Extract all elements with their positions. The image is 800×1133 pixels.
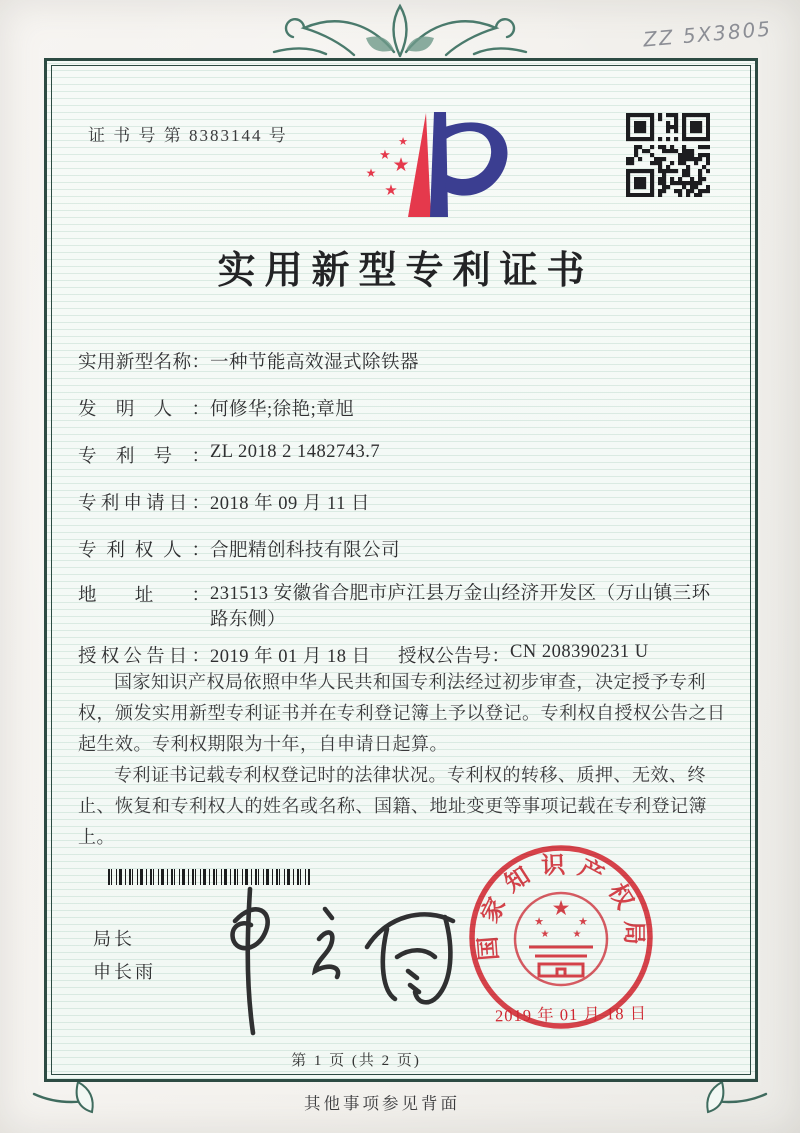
svg-text:★: ★ [578,915,588,928]
seal-ring-text: 国家知识产权局 [474,852,647,962]
top-flourish-ornament [266,0,534,58]
back-side-note: 其他事项参见背面 [304,1094,460,1113]
svg-text:★: ★ [540,929,550,940]
qr-code [626,113,710,197]
seal-date: 2019 年 01 月 18 日 [494,1003,648,1026]
field-value: ZL 2018 2 1482743.7 [210,442,381,462]
svg-text:★: ★ [365,166,377,180]
field-label: 授权公告号： [398,647,510,667]
svg-text:★: ★ [551,896,571,920]
commissioner-name: 申长雨 [93,962,156,982]
national-emblem-icon [515,893,607,985]
field-label: 实用新型名称： [78,353,210,373]
svg-text:★: ★ [384,181,398,199]
legal-paragraph-1: 国家知识产权局依照中华人民共和国专利法经过初步审查，决定授予专利权，颁发实用新型专利证书并在专利登记簿上予以登记。专利权自授权公告之日起生效。专利权期限为十年，自申请日起算。 [78,672,726,754]
field-label: 授权公告日： [78,647,210,667]
legal-text [78,667,734,853]
handwritten-signature [197,873,477,1058]
legal-paragraph-2: 专利证书记载专利权登记时的法律状况。专利权的转移、质押、无效、终止、恢复和专利权人的姓名或名称、国籍、地址变更等事项记载在专利登记簿上。 [78,765,707,847]
field-value: 2018 年 09 月 11 日 [210,494,370,514]
svg-text:★: ★ [572,929,582,940]
svg-text:★: ★ [379,148,391,163]
field-grant-row [78,642,730,668]
svg-text:★: ★ [398,135,408,148]
svg-text:★: ★ [392,154,410,176]
certificate-frame [44,58,758,1082]
field-utility-model-name [78,348,419,374]
commissioner-title: 局长 [93,929,135,949]
certificate-number: 证 书 号 第 8383144 号 [88,126,288,145]
certificate-title: 实用新型专利证书 [217,250,594,292]
field-patentee [78,536,400,562]
field-filing-date [78,489,370,515]
cnipa-logo-icon [341,109,517,229]
field-label: 专利权人： [78,541,210,561]
field-value: 合肥精创科技有限公司 [210,541,401,561]
field-address [78,581,722,633]
field-value: 2019 年 01 月 18 日 [210,647,371,667]
handwritten-annotation: ZZ 5X3805 [642,16,773,52]
field-inventors [78,395,354,421]
field-value: 一种节能高效湿式除铁器 [210,353,420,373]
svg-text:★: ★ [534,915,544,928]
field-patent-number [78,442,380,468]
field-label: 专利号： [78,447,210,467]
field-value: CN 208390231 U [510,642,649,662]
field-grant-number [398,642,649,668]
page-number: 第 1 页 (共 2 页) [291,1053,421,1069]
field-label: 发明人： [78,400,210,420]
field-value: 231513 安徽省合肥市庐江县万金山经济开发区（万山镇三环路东侧） [210,584,711,630]
field-label: 专利申请日： [78,494,210,514]
field-label: 地址： [78,586,210,606]
field-value: 何修华;徐艳;章旭 [210,400,355,420]
